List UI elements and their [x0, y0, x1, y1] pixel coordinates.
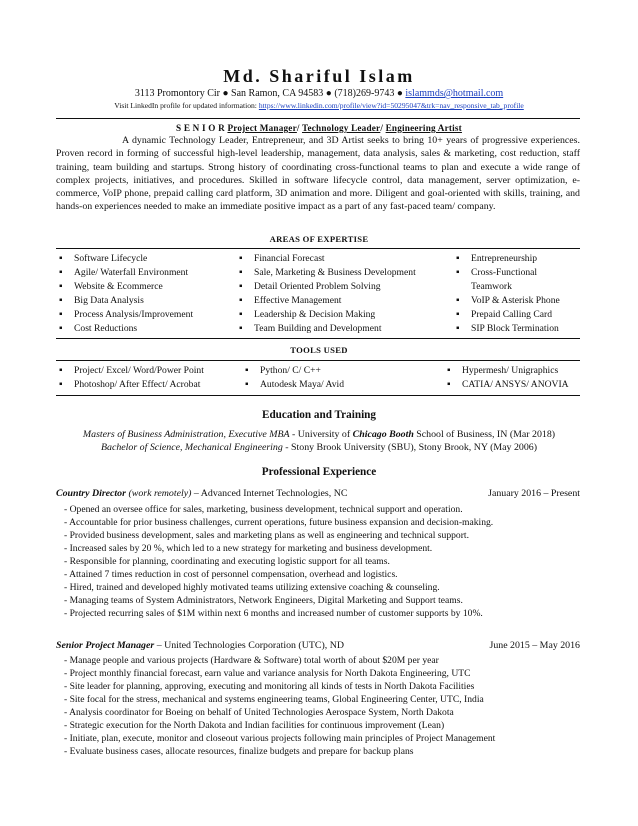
tools-title: TOOLS USED — [290, 345, 348, 355]
job-bullet: - Attained 7 times reduction in cost of personnel compensation, overhead and logistics. — [64, 569, 398, 580]
divider — [56, 360, 580, 361]
education-line-2: Bachelor of Science, Mechanical Engineering - Stony Brook University (SBU), Stony Brook, NY (May 2006) — [101, 442, 537, 453]
expertise-item: ▪ Cross-Functional Teamwork — [455, 266, 580, 294]
job-bullet: - Manage people and various projects (Hardware & Software) total worth of about $20M per year — [64, 655, 439, 666]
job-bullet: - Managing teams of System Administrators, Network Engineers, Digital Marketing and Support teams. — [64, 595, 463, 606]
job-bullet: - Strategic execution for the North Dakota and Indian facilities for continuous improvement (Lean) — [64, 720, 445, 731]
education-line-1: Masters of Business Administration, Executive MBA - University of Chicago Booth School of Business, IN (Mar 2018) — [82, 429, 556, 440]
tool-item: ▪ Autodesk Maya/ Avid — [244, 378, 434, 392]
expertise-item: ▪ Effective Management — [238, 294, 443, 308]
tools-column-2 — [244, 364, 434, 392]
job-bullet: - Analysis coordinator for Boeing on behalf of United Technologies Aerospace System, North Dakota — [64, 707, 454, 718]
job-bullet: - Site leader for planning, approving, executing and monitoring all kinds of tests in North Dakota Facilities — [64, 681, 475, 692]
expertise-item: ▪ Leadership & Decision Making — [238, 308, 443, 322]
expertise-title: AREAS OF EXPERTISE — [269, 234, 369, 244]
bullet-sep: ● — [396, 88, 403, 99]
linkedin-line — [0, 101, 638, 110]
tool-item: ▪ Hypermesh/ Unigraphics — [446, 364, 580, 378]
bullet-sep: ● — [222, 88, 229, 99]
job-bullet: - Projected recurring sales of $1M within next 6 months and increased number of customer supports by 10%. — [64, 608, 483, 619]
expertise-item: ▪ Financial Forecast — [238, 252, 443, 266]
job-2-bullets — [64, 654, 495, 758]
job-bullet: - Evaluate business cases, allocate resources, finalize budgets and prepare for backup plans — [64, 746, 414, 757]
expertise-column-1 — [58, 252, 233, 336]
expertise-item: ▪ Software Lifecycle — [58, 252, 233, 266]
job-bullet: - Initiate, plan, execute, monitor and closeout various projects following main principles of Project Management — [64, 733, 496, 744]
divider — [56, 118, 580, 119]
job-dates: January 2016 – Present — [488, 488, 580, 499]
tools-column-3 — [446, 364, 580, 392]
expertise-item: ▪ Agile/ Waterfall Environment — [58, 266, 233, 280]
city: San Ramon, CA 94583 — [231, 88, 324, 99]
job-1-bullets — [64, 503, 493, 620]
email-link[interactable]: islammds@hotmail.com — [405, 88, 504, 99]
job-bullet: - Provided business development, sales and marketing plans as well as engineering and technical support. — [64, 530, 469, 541]
job-bullet: - Project monthly financial forecast, earn value and variance analysis for North Dakota Engineering, UTC — [64, 668, 471, 679]
experience-title: Professional Experience — [261, 466, 377, 478]
job-bullet: - Increased sales by 20 %, which led to a new strategy for marketing and business development. — [64, 543, 433, 554]
address: 3113 Promontory Cir — [134, 88, 220, 99]
job-1-header — [56, 488, 580, 499]
tool-item: ▪ Photoshop/ After Effect/ Acrobat — [58, 378, 238, 392]
job-title: Senior Project Manager — [56, 640, 155, 651]
candidate-name: Md. Shariful Islam — [223, 66, 415, 86]
divider — [56, 338, 580, 339]
job-company: – Advanced Internet Technologies, NC — [191, 488, 348, 499]
job-bullet: - Opened an oversee office for sales, marketing, business development, technical support and operation. — [64, 504, 463, 515]
tool-item: ▪ CATIA/ ANSYS/ ANOVIA — [446, 378, 580, 392]
expertise-item: ▪ Website & Ecommerce — [58, 280, 233, 294]
headline-lead: S E N I O R — [176, 123, 225, 133]
expertise-item: ▪ Detail Oriented Problem Solving — [238, 280, 443, 294]
job-bullet: - Accountable for prior business challenges, current operations, future business expansion and decision-making. — [64, 517, 494, 528]
headline-title-3: Engineering Artist — [385, 123, 462, 133]
job-title: Country Director — [56, 488, 126, 499]
expertise-column-2 — [238, 252, 443, 336]
headline-title-2: Technology Leader — [301, 123, 381, 133]
job-bullet: - Hired, trained and developed highly motivated teams utilizing extensive coaching & counseling. — [64, 582, 440, 593]
bullet-sep: ● — [325, 88, 332, 99]
expertise-item: ▪ Prepaid Calling Card — [455, 308, 580, 322]
tools-column-1 — [58, 364, 238, 392]
linkedin-link[interactable]: https://www.linkedin.com/profile/view?id=50295047&trk=nav_responsive_tab_profile — [258, 101, 524, 110]
expertise-item: ▪ SIP Block Termination — [455, 322, 580, 336]
linkedin-prefix: Visit LinkedIn profile for updated information: — [114, 101, 257, 110]
job-bullet: - Responsible for planning, coordinating and executing logistic support for all teams. — [64, 556, 390, 567]
expertise-column-3 — [455, 252, 580, 336]
expertise-item: ▪ Sale, Marketing & Business Development — [238, 266, 443, 280]
phone: (718)269-9743 — [334, 88, 395, 99]
contact-line — [0, 88, 638, 99]
job-note: (work remotely) — [128, 488, 192, 499]
job-company: – United Technologies Corporation (UTC), ND — [154, 640, 344, 651]
tool-item: ▪ Python/ C/ C++ — [244, 364, 434, 378]
headline: S E N I O R Project Manager/ Technology Leader/ Engineering Artist — [176, 123, 462, 133]
expertise-item: ▪ Entrepreneurship — [455, 252, 580, 266]
job-2-header — [56, 640, 580, 651]
divider — [56, 395, 580, 396]
expertise-item: ▪ VoIP & Asterisk Phone — [455, 294, 580, 308]
education-title: Education and Training — [262, 409, 376, 421]
divider — [56, 248, 580, 249]
expertise-item: ▪ Big Data Analysis — [58, 294, 233, 308]
tool-item: ▪ Project/ Excel/ Word/Power Point — [58, 364, 238, 378]
headline-title-1: Project Manager — [227, 123, 297, 133]
summary-paragraph: A dynamic Technology Leader, Entrepreneur, and 3D Artist seeks to bring 10+ years of progressive experiences. Proven record in forming of successful high-level leadership, management, data analysis, sales & marketing, cost reduction, staff training, team building and startups. Strong history of coordinating cross-functional teams to plan and execute a wide range of complex projects, initiatives, and procedures. Skilled in software lifecycle control, data management, server optimization, e-commerce, VoIP phone, prepaid calling card platform, 3D animation and more. Diligent and goal-oriented with skills, training, and hands-on experiences needed to make an immediate positive impact as a part of any fast-paced team/ company. — [56, 135, 580, 213]
job-bullet: - Site focal for the stress, mechanical and systems engineering teams, Global Engineering Center, UTC, India — [64, 694, 484, 705]
job-dates: June 2015 – May 2016 — [489, 640, 580, 651]
expertise-item: ▪ Cost Reductions — [58, 322, 233, 336]
expertise-item: ▪ Process Analysis/Improvement — [58, 308, 233, 322]
expertise-item: ▪ Team Building and Development — [238, 322, 443, 336]
